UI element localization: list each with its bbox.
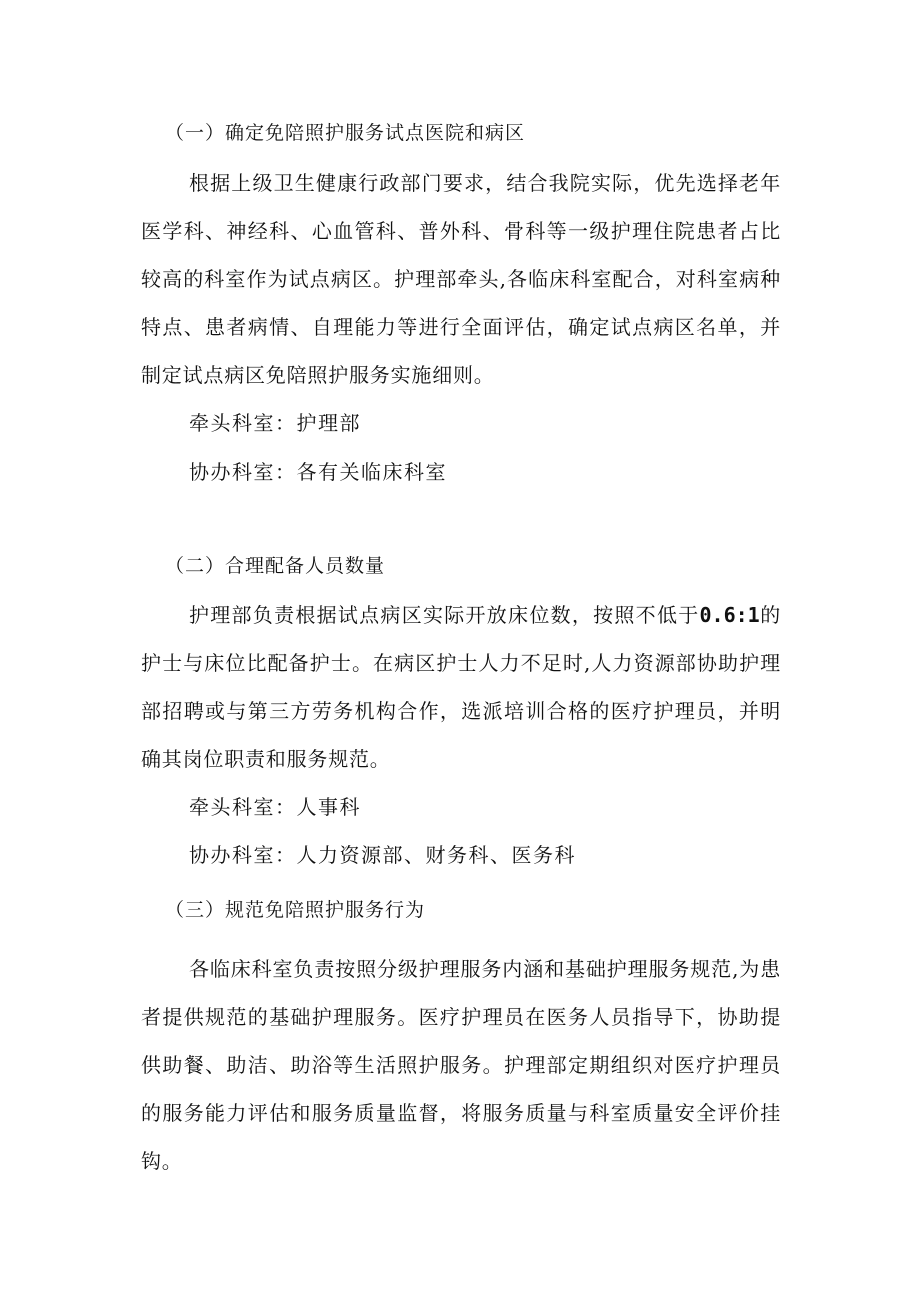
section-2-assist-department: 协办科室：人力资源部、财务科、医务科 [189,843,576,867]
section-3-heading: （三）规范免陪照护服务行为 [165,899,426,921]
section-1-lead-department: 牵头科室：护理部 [189,411,361,435]
section-2-text-before: 护理部负责根据试点病区实际开放床位数，按照不低于 [189,603,700,627]
section-2-ratio: 0.6:1 [699,603,760,627]
section-1-heading: （一）确定免陪照护服务试点医院和病区 [165,122,526,144]
section-2-heading: （二）合理配备人员数量 [165,555,386,577]
section-1-assist-department: 协办科室：各有关临床科室 [189,460,447,484]
section-2-lead-department: 牵头科室：人事科 [189,795,361,819]
section-2-paragraph [141,591,781,783]
section-3-paragraph: 各临床科室负责按照分级护理服务内涵和基础护理服务规范,为患者提供规范的基础护理服务。医疗护理员在医务人员指导下，协助提供助餐、助洁、助浴等生活照护服务。护理部定期组织对医疗护理员的服务能力评估和服务质量监督，将服务质量与科室质量安全评价挂钩。 [141,957,781,1173]
section-2-text-after: 的护士与床位比配备护士。在病区护士人力不足时,人力资源部协助护理部招聘或与第三方劳务机构合作，选派培训合格的医疗护理员，并明确其岗位职责和服务规范。 [141,603,781,771]
section-1-paragraph: 根据上级卫生健康行政部门要求，结合我院实际，优先选择老年医学科、神经科、心血管科、普外科、骨科等一级护理住院患者占比较高的科室作为试点病区。护理部牵头,各临床科室配合，对科室病种特点、患者病情、自理能力等进行全面评估，确定试点病区名单，并制定试点病区免陪照护服务实施细则。 [141,171,781,387]
